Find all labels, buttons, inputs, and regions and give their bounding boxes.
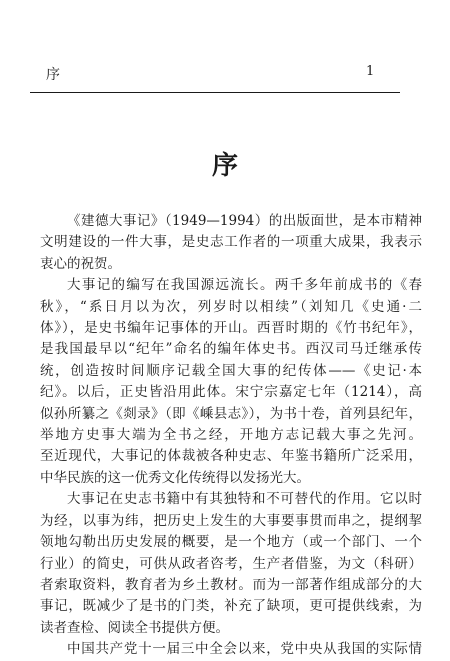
paragraph-2-line-2: 秋》，“系日月以为次，列岁时以相续”（刘知几《史通·二 [40, 298, 422, 315]
paragraph-2-line-9: 至近现代，大事记的体裁被各种史志、年鉴书籍所广泛采用， [40, 448, 422, 465]
running-header-title: 序 [46, 67, 62, 83]
paragraph-2-line-8: 举地方史事大端为全书之经，开地方志记载大事之先河。 [40, 427, 422, 444]
paragraph-2-line-1: 大事记的编写在我国源远流长。两千多年前成书的《春 [67, 277, 422, 294]
paragraph-2-line-4: 是我国最早以“纪年”命名的编年体史书。西汉司马迁继承传 [40, 341, 422, 358]
paragraph-1-line-2: 文明建设的一件大事，是史志工作者的一项重大成果，我表示 [40, 234, 422, 251]
paragraph-3-line-7: 读者查检、阅读全书提供方便。 [40, 619, 229, 636]
chapter-title: 序 [211, 151, 238, 181]
paragraph-2-line-3: 体》），是史书编年记事体的开山。西晋时期的《竹书纪年》， [40, 320, 422, 337]
paragraph-2-line-7: 似孙所纂之《剡录》（即《嵊县志》），为书十卷，首列县纪年， [40, 405, 422, 422]
paragraph-4-line-1: 中国共产党十一届三中全会以来，党中央从我国的实际情 [67, 641, 422, 658]
paragraph-3-line-4: 行业）的简史，可供从政者咨考，生产者借鉴，为文（科研） [40, 555, 422, 572]
paragraph-1-line-1: 《建德大事记》（1949—1994）的出版面世，是本市精神 [67, 213, 422, 229]
body-text [40, 211, 422, 661]
paragraph-2-line-10: 中华民族的这一优秀文化传统得以发扬光大。 [40, 469, 310, 486]
page-number: 1 [366, 64, 375, 79]
paragraph-3-line-1: 大事记在史志书籍中有其独特和不可替代的作用。它以时 [67, 491, 422, 508]
header-rule [30, 92, 400, 93]
paragraph-3-line-5: 者索取资料，教育者为乡土教材。而为一部著作组成部分的大 [40, 576, 422, 593]
paragraph-3-line-2: 为经，以事为纬，把历史上发生的大事要事贯而串之，提纲挈 [40, 512, 422, 529]
paragraph-1-line-3: 衷心的祝贺。 [40, 255, 121, 272]
paragraph-3-line-3: 领地勾勒出历史发展的概要，是一个地方（或一个部门、一个 [40, 534, 422, 551]
paragraph-2-line-6: 纪》。以后，正史皆沿用此体。宋宁宗嘉定七年（1214），高 [40, 384, 422, 401]
paragraph-3-line-6: 事记，既减少了是书的门类，补充了缺项，更可提供线索，为 [40, 598, 422, 615]
paragraph-2-line-5: 统，创造按时间顺序记载全国大事的纪传体——《史记·本 [40, 362, 422, 379]
